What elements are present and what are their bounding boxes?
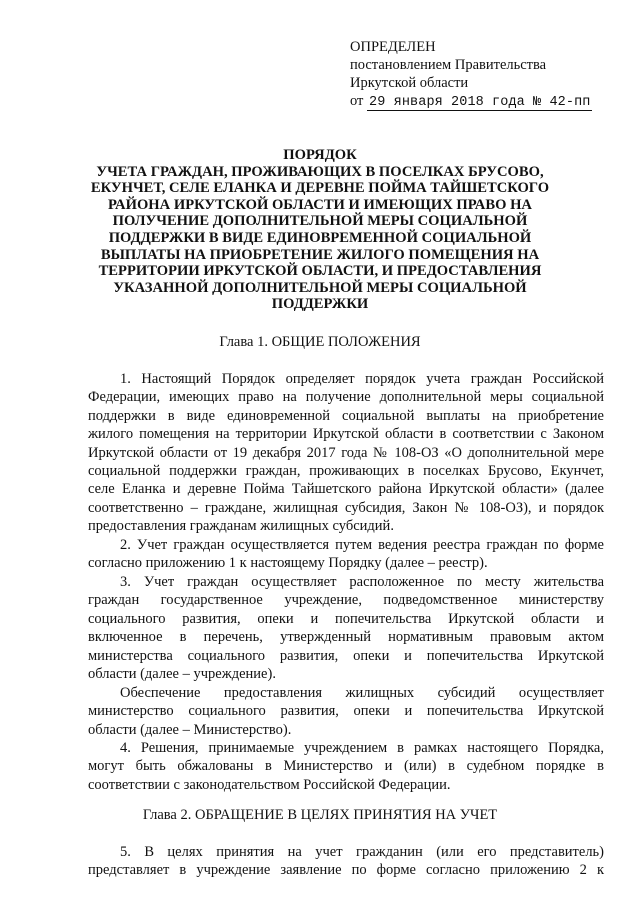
approval-line-2: постановлением Правительства xyxy=(350,57,547,73)
paragraph-line: представляет в учреждение заявление по форме согласно приложению 2 к xyxy=(88,862,604,879)
paragraph-line: Обеспечение предоставления жилищных субсидий осуществляет xyxy=(120,685,604,701)
paragraph-line: включенное в перечень, утвержденный нормативным правовым актом xyxy=(88,629,604,646)
title-line: УКАЗАННОЙ ДОПОЛНИТЕЛЬНОЙ МЕРЫ СОЦИАЛЬНОЙ xyxy=(113,279,527,296)
paragraph-line: министерства социального развития, опеки и попечительства Иркутской xyxy=(88,647,604,664)
paragraph-line: предоставления гражданам жилищных субсидий. xyxy=(88,518,394,535)
paragraph-line: 5. В целях принятия на учет гражданин (или его представитель) xyxy=(120,844,604,860)
paragraph-line: области (далее – Министерство). xyxy=(88,721,292,738)
title-line: РАЙОНА ИРКУТСКОЙ ОБЛАСТИ И ИМЕЮЩИХ ПРАВО НА xyxy=(108,196,532,213)
paragraph-5 xyxy=(88,739,604,794)
paragraph-line: соответственно – граждане, жилищная субсидия, Закон № 108-ОЗ), и порядок xyxy=(88,499,604,516)
paragraph-2 xyxy=(88,536,604,573)
paragraph-line: социального развития, опеки и попечительства Иркутской области и xyxy=(88,610,604,627)
document-title xyxy=(60,147,580,313)
paragraph-line: 2. Учет граждан осуществляется путем ведения реестра граждан по форме xyxy=(120,537,604,553)
title-line: ТЕРРИТОРИИ ИРКУТСКОЙ ОБЛАСТИ, И ПРЕДОСТАВЛЕНИЯ xyxy=(98,263,542,280)
paragraph-line: 3. Учет граждан осуществляет расположенное по месту жительства xyxy=(120,574,604,590)
paragraph-4 xyxy=(88,684,604,739)
title-line: УЧЕТА ГРАЖДАН, ПРОЖИВАЮЩИХ В ПОСЕЛКАХ БРУСОВО, xyxy=(96,163,544,180)
title-line: ПОЛУЧЕНИЕ ДОПОЛНИТЕЛЬНОЙ МЕРЫ СОЦИАЛЬНОЙ xyxy=(112,213,528,230)
approval-date-line xyxy=(350,92,630,112)
approval-line-3: Иркутской области xyxy=(350,75,469,91)
title-line: ПОДДЕРЖКИ В ВИДЕ ЕДИНОВРЕМЕННОЙ СОЦИАЛЬНОЙ xyxy=(108,229,532,246)
paragraph-line: граждан государственное учреждение, подведомственное министерству xyxy=(88,592,604,609)
chapter-1-heading: Глава 1. ОБЩИЕ ПОЛОЖЕНИЯ xyxy=(219,334,421,350)
paragraph-line: селе Еланка и деревне Пойма Тайшетского района Иркутской области» (далее xyxy=(88,481,604,498)
approval-date: 29 января 2018 года № 42-пп xyxy=(369,95,591,110)
paragraph-line: поддержки в виде единовременной социальной выплаты на приобретение xyxy=(88,407,604,424)
paragraph-3 xyxy=(88,573,604,683)
title-line: ПОРЯДОК xyxy=(283,147,357,163)
paragraph-line: соответствии с законодательством Российской Федерации. xyxy=(88,776,451,793)
paragraph-line: области (далее – учреждение). xyxy=(88,666,276,683)
paragraph-line: могут быть обжалованы в Министерство и (или) в судебном порядке в xyxy=(88,758,604,775)
title-line: ЕКУНЧЕТ, СЕЛЕ ЕЛАНКА И ДЕРЕВНЕ ПОЙМА ТАЙШЕТСКОГО xyxy=(90,180,550,197)
paragraph-line: согласно приложению 1 к настоящему Порядку (далее – реестр). xyxy=(88,555,488,572)
paragraph-line: жилого помещения на территории Иркутской области в соответствии с Законом xyxy=(88,426,604,443)
paragraph-1 xyxy=(88,370,604,536)
title-line: ПОДДЕРЖКИ xyxy=(271,296,369,313)
approval-stamp xyxy=(350,38,630,112)
chapter-2-heading: Глава 2. ОБРАЩЕНИЕ В ЦЕЛЯХ ПРИНЯТИЯ НА УЧЕТ xyxy=(142,807,498,823)
title-line: ВЫПЛАТЫ НА ПРИОБРЕТЕНИЕ ЖИЛОГО ПОМЕЩЕНИЯ НА xyxy=(100,246,540,263)
paragraph-line: 1. Настоящий Порядок определяет порядок учета граждан Российской xyxy=(120,371,604,387)
approval-from-label: от xyxy=(350,93,364,109)
paragraph-line: Федерации, имеющих право на получение дополнительной меры социальной xyxy=(88,389,604,406)
approval-line-1: ОПРЕДЕЛЕН xyxy=(350,39,436,55)
paragraph-6 xyxy=(88,843,604,880)
paragraph-line: Иркутской области от 19 декабря 2017 года № 108-ОЗ «О дополнительной мере xyxy=(88,444,604,461)
paragraph-line: социальной поддержки граждан, проживающих в поселках Брусово, Екунчет, xyxy=(88,463,604,480)
paragraph-line: министерство социального развития, опеки и попечительства Иркутской xyxy=(88,703,604,720)
paragraph-line: 4. Решения, принимаемые учреждением в рамках настоящего Порядка, xyxy=(120,740,604,756)
